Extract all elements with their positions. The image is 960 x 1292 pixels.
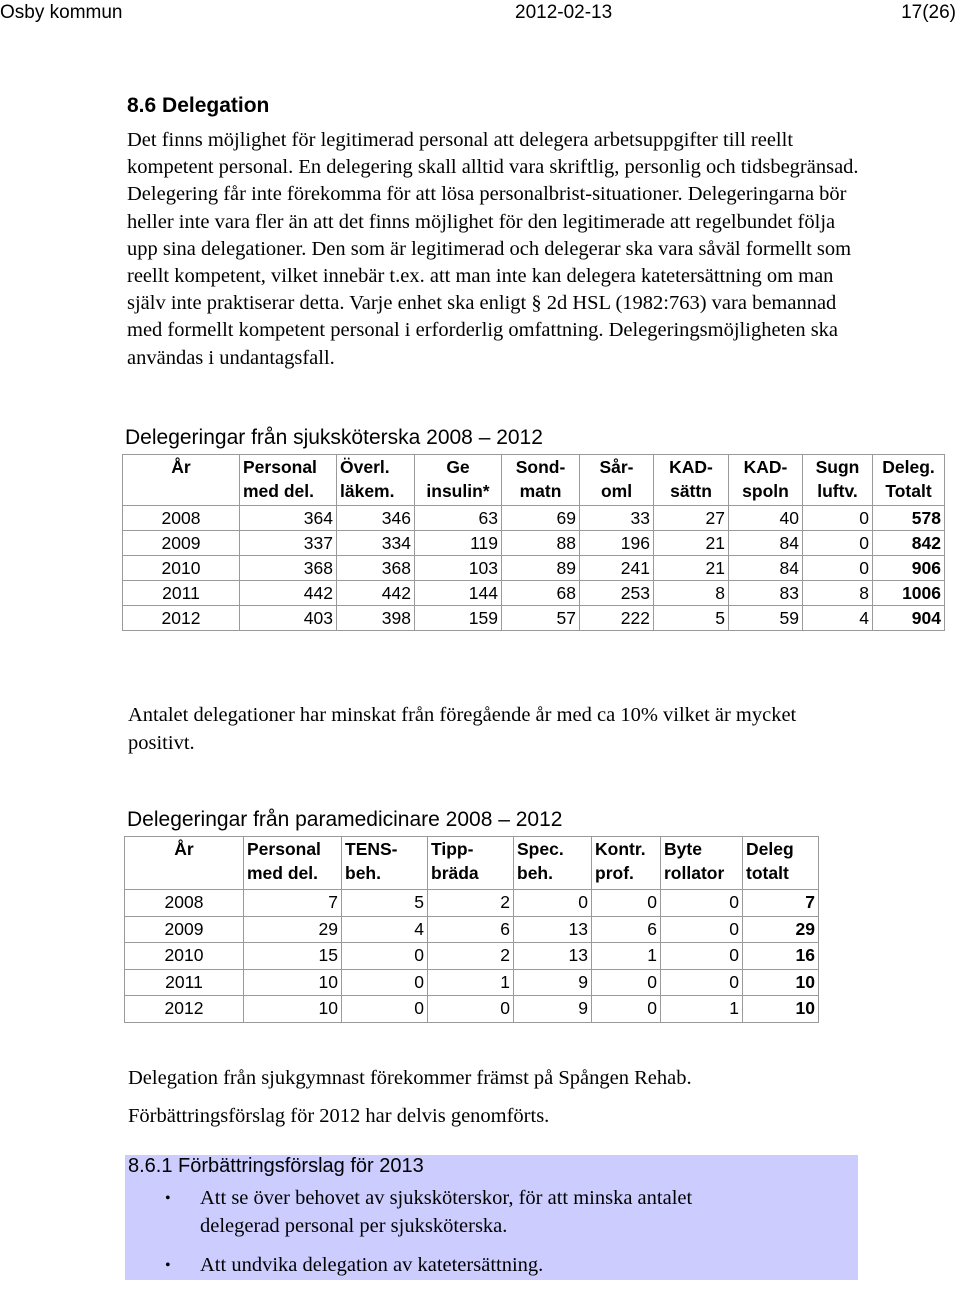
table-row: [123, 606, 945, 631]
total-cell: 29: [743, 916, 819, 943]
table-row: [125, 996, 819, 1023]
table-header-row: [125, 837, 819, 890]
table1-title: Delegeringar från sjuksköterska 2008 – 2012: [125, 426, 543, 449]
total-cell: 16: [743, 943, 819, 970]
table-cell: 9: [514, 969, 592, 996]
table-cell: 7: [244, 890, 342, 917]
page-header: [0, 2, 960, 26]
table-cell: 403: [240, 606, 337, 631]
total-cell: 578: [873, 506, 945, 531]
table-cell: 0: [803, 556, 873, 581]
subsection-title: 8.6.1 Förbättringsförslag för 2013: [128, 1155, 424, 1177]
table-row: [125, 943, 819, 970]
proposal-list: [125, 1185, 760, 1292]
table-cell: 0: [342, 943, 428, 970]
header-page-number: 17(26): [901, 2, 956, 23]
header-cell: Spec. beh.: [514, 837, 592, 890]
table-cell: 0: [592, 996, 661, 1023]
table-cell: 5: [342, 890, 428, 917]
nurse-delegation-table: [122, 454, 945, 631]
table-cell: 0: [661, 943, 743, 970]
section-title: 8.6 Delegation: [127, 94, 270, 117]
header-cell: Ge insulin*: [415, 455, 502, 506]
total-cell: 842: [873, 531, 945, 556]
year-cell: 2010: [125, 943, 244, 970]
table-cell: 442: [337, 581, 415, 606]
improvement-proposals-box: [125, 1155, 858, 1280]
table-cell: 0: [428, 996, 514, 1023]
total-cell: 1006: [873, 581, 945, 606]
table-cell: 21: [654, 556, 729, 581]
table-cell: 83: [729, 581, 803, 606]
table-cell: 1: [428, 969, 514, 996]
header-cell: KAD- sättn: [654, 455, 729, 506]
table-cell: 0: [661, 916, 743, 943]
header-cell: År: [123, 455, 240, 506]
year-cell: 2008: [123, 506, 240, 531]
year-cell: 2012: [123, 606, 240, 631]
header-cell: Personal med del.: [244, 837, 342, 890]
table-cell: 6: [592, 916, 661, 943]
paramedic-delegation-table: [124, 836, 819, 1023]
table-cell: 159: [415, 606, 502, 631]
year-cell: 2011: [125, 969, 244, 996]
table-row: [123, 506, 945, 531]
table-cell: 2: [428, 943, 514, 970]
table-cell: 1: [661, 996, 743, 1023]
year-cell: 2011: [123, 581, 240, 606]
total-cell: 10: [743, 996, 819, 1023]
table-row: [125, 969, 819, 996]
table-cell: 84: [729, 556, 803, 581]
year-cell: 2009: [123, 531, 240, 556]
table-cell: 5: [654, 606, 729, 631]
total-cell: 904: [873, 606, 945, 631]
header-cell: Sugn luftv.: [803, 455, 873, 506]
table-cell: 69: [502, 506, 580, 531]
table-row: [123, 556, 945, 581]
year-cell: 2009: [125, 916, 244, 943]
paragraph-physio: Delegation från sjukgymnast förekommer främst på Spången Rehab.: [128, 1067, 692, 1089]
table-cell: 27: [654, 506, 729, 531]
table-cell: 9: [514, 996, 592, 1023]
table-cell: 368: [337, 556, 415, 581]
table-cell: 0: [342, 996, 428, 1023]
header-cell: KAD- spoln: [729, 455, 803, 506]
table-cell: 1: [592, 943, 661, 970]
table-cell: 196: [580, 531, 654, 556]
total-cell: 906: [873, 556, 945, 581]
header-cell: Överl. läkem.: [337, 455, 415, 506]
table-cell: 368: [240, 556, 337, 581]
table-cell: 29: [244, 916, 342, 943]
table-cell: 15: [244, 943, 342, 970]
table-cell: 0: [592, 890, 661, 917]
paragraph-followup: Förbättringsförslag för 2012 har delvis genomförts.: [128, 1105, 550, 1127]
table-cell: 222: [580, 606, 654, 631]
table-cell: 84: [729, 531, 803, 556]
table-cell: 103: [415, 556, 502, 581]
table-cell: 364: [240, 506, 337, 531]
table-cell: 59: [729, 606, 803, 631]
header-org: Osby kommun: [0, 2, 123, 23]
table-row: [123, 581, 945, 606]
list-item: • Att undvika delegation av katetersättning.: [125, 1252, 760, 1280]
table-cell: 241: [580, 556, 654, 581]
header-date: 2012-02-13: [515, 2, 613, 23]
table-cell: 8: [654, 581, 729, 606]
table-cell: 0: [661, 969, 743, 996]
table2-title: Delegeringar från paramedicinare 2008 – 2012: [127, 808, 563, 831]
table-cell: 2: [428, 890, 514, 917]
header-cell: TENS- beh.: [342, 837, 428, 890]
table-cell: 68: [502, 581, 580, 606]
bullet-icon: •: [165, 1257, 171, 1274]
table-cell: 89: [502, 556, 580, 581]
table-cell: 398: [337, 606, 415, 631]
header-cell: År: [125, 837, 244, 890]
table-cell: 88: [502, 531, 580, 556]
section-intro: Det finns möjlighet för legitimerad personal att delegera arbetsuppgifter till reellt kompetent personal. En delegering skall alltid vara skriftlig, personlig och tidsbegränsad. Delegering får inte förekomma för att lösa personalbrist-situationer. Delegeringarna bör heller inte vara fler än att det finns möjlighet för den legitimerade att regelbundet följa upp sina delegationer. Den som är legitimerad och delegerar ska vara såväl formellt som reellt kompetent, vilket innebär t.ex. att man inte kan delegera katetersättning om man själv inte praktiserar detta. Varje enhet ska enligt § 2d HSL (1982:763) vara bemannad med formellt kompetent personal i erforderlig omfattning. Delegeringsmöjligheten ska användas i undantagsfall.: [127, 129, 859, 369]
table-cell: 13: [514, 943, 592, 970]
table-cell: 0: [514, 890, 592, 917]
total-cell: 10: [743, 969, 819, 996]
table-cell: 119: [415, 531, 502, 556]
table-cell: 10: [244, 996, 342, 1023]
header-cell: Sond- matn: [502, 455, 580, 506]
year-cell: 2012: [125, 996, 244, 1023]
table-cell: 6: [428, 916, 514, 943]
table-cell: 0: [803, 506, 873, 531]
table-row: [125, 890, 819, 917]
header-cell: Sår- oml: [580, 455, 654, 506]
table-cell: 13: [514, 916, 592, 943]
table-header-row: [123, 455, 945, 506]
header-cell: Kontr. prof.: [592, 837, 661, 890]
paragraph-trend: Antalet delegationer har minskat från föregående år med ca 10% vilket är mycket positivt.: [128, 704, 797, 754]
table-row: [123, 531, 945, 556]
header-cell: Byte rollator: [661, 837, 743, 890]
table-cell: 4: [803, 606, 873, 631]
table-cell: 57: [502, 606, 580, 631]
year-cell: 2010: [123, 556, 240, 581]
table-cell: 346: [337, 506, 415, 531]
table-cell: 337: [240, 531, 337, 556]
table-cell: 40: [729, 506, 803, 531]
table-cell: 21: [654, 531, 729, 556]
table-cell: 4: [342, 916, 428, 943]
table-cell: 442: [240, 581, 337, 606]
total-cell: 7: [743, 890, 819, 917]
header-cell: Deleg. Totalt: [873, 455, 945, 506]
table-cell: 0: [803, 531, 873, 556]
table-cell: 33: [580, 506, 654, 531]
table-cell: 0: [592, 969, 661, 996]
table-cell: 0: [342, 969, 428, 996]
table-cell: 334: [337, 531, 415, 556]
header-cell: Deleg totalt: [743, 837, 819, 890]
table-cell: 0: [661, 890, 743, 917]
table-cell: 8: [803, 581, 873, 606]
bullet-icon: •: [165, 1190, 171, 1207]
table-cell: 10: [244, 969, 342, 996]
year-cell: 2008: [125, 890, 244, 917]
list-item: • Att se över behovet av sjuksköterskor, för att minska antalet delegerad personal per sjuksköterska.: [165, 1187, 693, 1237]
header-cell: Personal med del.: [240, 455, 337, 506]
table-row: [125, 916, 819, 943]
table-cell: 144: [415, 581, 502, 606]
header-cell: Tipp- bräda: [428, 837, 514, 890]
table-cell: 63: [415, 506, 502, 531]
table-cell: 253: [580, 581, 654, 606]
